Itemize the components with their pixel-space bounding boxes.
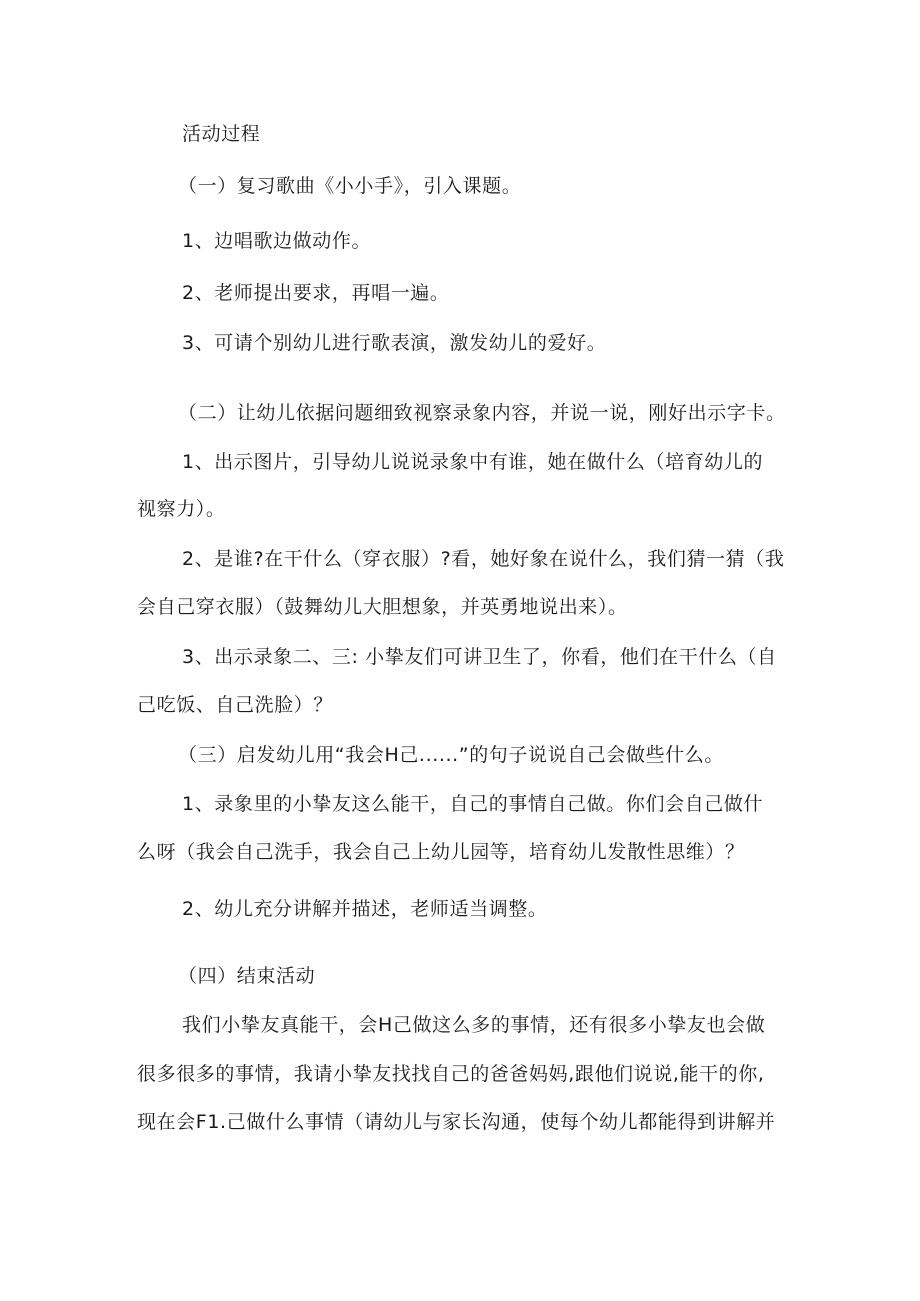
section-2-item-1-line-1: 1、出示图片，引导幼儿说说录象中有谁，她在做什么（培育幼儿的: [182, 451, 764, 473]
section-4-paragraph-line-1: 我们小挚友真能干，会H己做这么多的事情，还有很多小挚友也会做: [182, 1014, 766, 1036]
section-1-title: （一）复习歌曲《小小手》，引入课题。: [178, 175, 522, 197]
section-4-title: （四）结束活动: [178, 965, 316, 987]
section-2-item-2-line-1: 2、是谁?在干什么（穿衣服）?看，她好象在说什么，我们猜一猜（我: [182, 548, 785, 570]
section-1-item-2: 2、老师提出要求，再唱一遍。: [182, 282, 450, 304]
section-2-item-3-line-1: 3、出示录象二、三: 小挚友们可讲卫生了，你看，他们在干什么（自: [182, 646, 777, 668]
section-3-item-1-line-1: 1、录象里的小挚友这么能干，自己的事情自己做。你们会自己做什: [182, 793, 764, 815]
section-4-paragraph-line-2: 很多很多的事情，我请小挚友找找自己的爸爸妈妈,跟他们说说,能干的你,: [137, 1063, 765, 1085]
section-2-title: （二）让幼儿依据问题细致视察录象内容，并说一说，刚好出示字卡。: [178, 402, 786, 424]
section-2-item-2-line-2: 会自己穿衣服）（鼓舞幼儿大胆想象，并英勇地说出来）。: [137, 596, 628, 618]
section-2-item-1-line-2: 视察力）。: [137, 498, 226, 520]
section-1-item-1: 1、边唱歌边做动作。: [182, 230, 372, 252]
section-2-item-3-line-2: 己吃饭、自己洗脸）？: [137, 694, 334, 716]
section-3-item-1-line-2: 么呀（我会自己洗手，我会自己上幼儿园等，培育幼儿发散性思维）？: [137, 841, 745, 863]
heading-activity-process: 活动过程: [182, 123, 261, 145]
section-1-item-3: 3、可请个别幼儿进行歌表演，激发幼儿的爱好。: [182, 332, 607, 354]
section-3-item-2: 2、幼儿充分讲解并描述，老师适当调整。: [182, 898, 548, 920]
section-4-paragraph-line-3: 现在会F1.己做什么事情（请幼儿与家长沟通，使每个幼儿都能得到讲解并: [137, 1111, 776, 1133]
section-3-title: （三）启发幼儿用“我会H己......”的句子说说自己会做些什么。: [178, 744, 725, 766]
